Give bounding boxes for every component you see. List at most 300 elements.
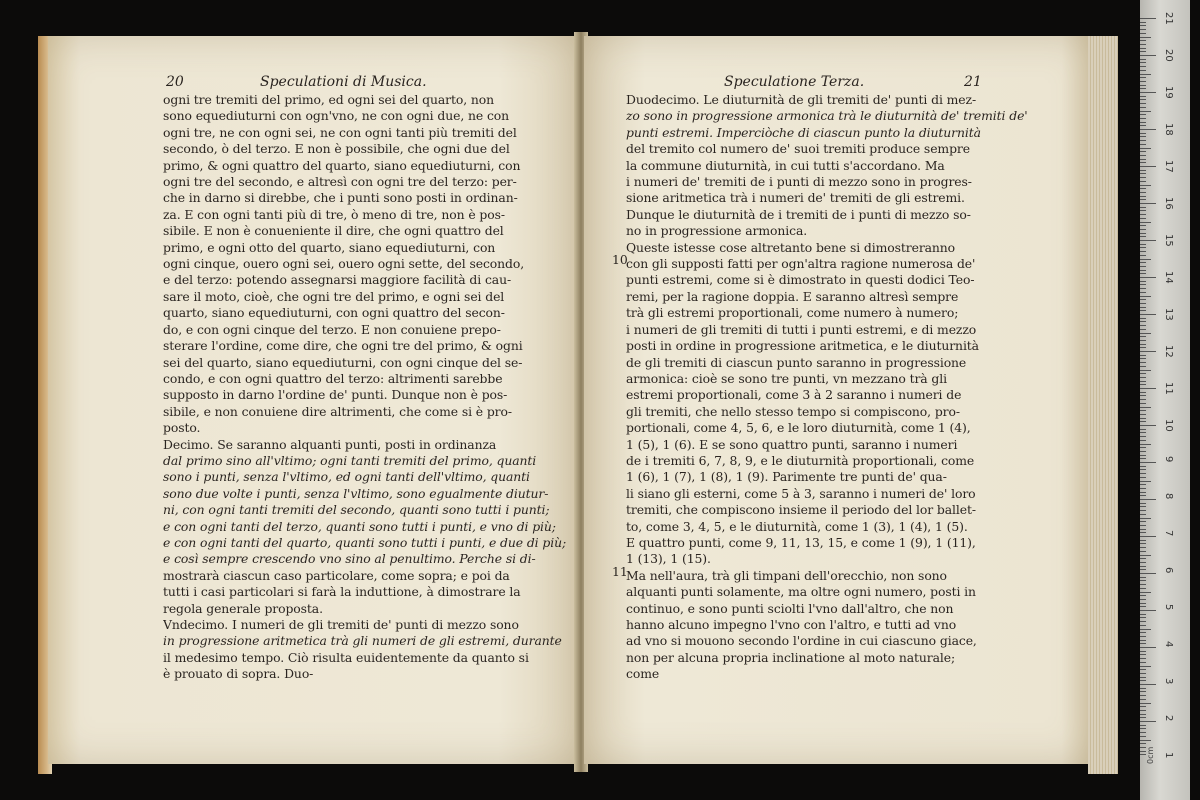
ruler-tick bbox=[1140, 162, 1146, 163]
ruler-tick bbox=[1140, 284, 1146, 285]
ruler-tick bbox=[1140, 732, 1146, 733]
left-page-line: sterare l'ordine, come dire, che ogni tre del primo, & ogni bbox=[163, 338, 523, 354]
ruler-label: 2 bbox=[1163, 715, 1174, 722]
ruler-tick bbox=[1140, 347, 1146, 348]
ruler-tick bbox=[1140, 381, 1146, 382]
ruler-label: 1 bbox=[1163, 752, 1174, 759]
open-book bbox=[38, 26, 1118, 776]
ruler-tick bbox=[1140, 477, 1146, 478]
ruler-tick bbox=[1140, 77, 1146, 78]
ruler-tick bbox=[1140, 333, 1151, 334]
left-page-line: il medesimo tempo. Ciò risulta euidentemente da quanto si bbox=[163, 649, 529, 665]
ruler-label: 20 bbox=[1163, 49, 1174, 62]
ruler-tick bbox=[1140, 584, 1146, 585]
ruler-tick bbox=[1140, 643, 1146, 644]
ruler-tick bbox=[1140, 29, 1146, 30]
ruler-tick bbox=[1140, 654, 1146, 655]
ruler-tick bbox=[1140, 74, 1151, 75]
ruler-tick bbox=[1140, 614, 1146, 615]
right-page-number: 21 bbox=[964, 74, 982, 90]
ruler-tick bbox=[1140, 455, 1146, 456]
left-page-line: condo, e con ogni quattro del terzo: altrimenti sarebbe bbox=[163, 370, 503, 386]
left-page-line: sono i punti, senza l'vltimo, ed ogni tanti dell'vltimo, quanti bbox=[163, 469, 530, 485]
right-page-line: posti in ordine in progressione aritmetica, e le diuturnità bbox=[626, 338, 979, 354]
ruler-tick bbox=[1140, 632, 1146, 633]
ruler-tick bbox=[1140, 566, 1146, 567]
ruler-label: 17 bbox=[1163, 160, 1174, 173]
left-page-line: sono due volte i punti, senza l'vltimo, sono egualmente diutur- bbox=[163, 485, 549, 501]
ruler-tick bbox=[1140, 658, 1146, 659]
ruler-label: 3 bbox=[1163, 678, 1174, 685]
ruler-tick bbox=[1140, 621, 1146, 622]
ruler-tick bbox=[1140, 529, 1146, 530]
left-page-line: ni, con ogni tanti tremiti del secondo, quanti sono tutti i punti; bbox=[163, 502, 550, 518]
ruler-label: 9 bbox=[1163, 456, 1174, 463]
left-page-line: e con ogni tanti del quarto, quanti sono tutti i punti, e due di più; bbox=[163, 534, 567, 550]
right-page-line: remi, per la ragione doppia. E saranno altresì sempre bbox=[626, 288, 959, 304]
ruler-tick bbox=[1140, 166, 1156, 167]
ruler-tick bbox=[1140, 432, 1146, 433]
ruler-label: 7 bbox=[1163, 530, 1174, 537]
right-page-line: i numeri de' tremiti de i punti di mezzo sono in progres- bbox=[626, 174, 972, 190]
ruler-label: 12 bbox=[1163, 345, 1174, 358]
ruler-tick bbox=[1140, 666, 1151, 667]
ruler-tick bbox=[1140, 677, 1146, 678]
ruler-tick bbox=[1140, 695, 1146, 696]
right-page-line: del tremito col numero de' suoi tremiti produce sempre bbox=[626, 141, 970, 157]
ruler-tick bbox=[1140, 569, 1146, 570]
ruler-tick bbox=[1140, 292, 1146, 293]
ruler-tick bbox=[1140, 421, 1146, 422]
ruler-tick bbox=[1140, 233, 1146, 234]
ruler-tick bbox=[1140, 573, 1156, 574]
ruler-tick bbox=[1140, 122, 1146, 123]
ruler-tick bbox=[1140, 307, 1146, 308]
ruler-tick bbox=[1140, 473, 1146, 474]
ruler-tick bbox=[1140, 577, 1146, 578]
ruler-tick bbox=[1140, 170, 1146, 171]
ruler-tick bbox=[1140, 492, 1146, 493]
right-page-line: Dunque le diuturnità de i tremiti de i punti di mezzo so- bbox=[626, 206, 971, 222]
right-page-line: 1 (13), 1 (15). bbox=[626, 551, 711, 567]
ruler-tick bbox=[1140, 444, 1151, 445]
ruler-label: 13 bbox=[1163, 308, 1174, 321]
left-page-line: Decimo. Se saranno alquanti punti, posti in ordinanza bbox=[163, 436, 497, 452]
ruler-tick bbox=[1140, 225, 1146, 226]
ruler-tick bbox=[1140, 210, 1146, 211]
left-page-line: posto. bbox=[163, 420, 201, 436]
left-page-line: in progressione aritmetica trà gli numeri de gli estremi, durante bbox=[163, 633, 562, 649]
left-page-line: dal primo sino all'vltimo; ogni tanti tremiti del primo, quanti bbox=[163, 452, 537, 468]
ruler-label: 8 bbox=[1163, 493, 1174, 500]
left-page-line: ogni tre, ne con ogni sei, ne con ogni tanti più tremiti del bbox=[163, 124, 517, 140]
left-page-line: ogni cinque, ouero ogni sei, ouero ogni sette, del secondo, bbox=[163, 256, 525, 272]
ruler-tick bbox=[1140, 303, 1146, 304]
ruler-label: 18 bbox=[1163, 123, 1174, 136]
ruler-tick bbox=[1140, 740, 1151, 741]
left-page-line: do, e con ogni cinque del terzo. E non conuiene prepo- bbox=[163, 321, 501, 337]
ruler-tick bbox=[1140, 70, 1146, 71]
right-page-line: sione aritmetica trà i numeri de' tremiti de gli estremi. bbox=[626, 190, 965, 206]
ruler-tick bbox=[1140, 207, 1146, 208]
right-page-line: portionali, come 4, 5, 6, e le loro diuturnità, come 1 (4), bbox=[626, 420, 971, 436]
ruler-tick bbox=[1140, 188, 1146, 189]
ruler-tick bbox=[1140, 462, 1156, 463]
right-page-line: li siano gli esterni, come 5 à 3, saranno i numeri de' loro bbox=[626, 485, 976, 501]
ruler-tick bbox=[1140, 159, 1146, 160]
ruler-tick bbox=[1140, 592, 1151, 593]
right-page-line: Ma nell'aura, trà gli timpani dell'orecchio, non sono bbox=[626, 567, 947, 583]
ruler-tick bbox=[1140, 125, 1146, 126]
ruler-tick bbox=[1140, 373, 1146, 374]
ruler-tick bbox=[1140, 107, 1146, 108]
ruler-tick bbox=[1140, 314, 1156, 315]
left-page-line: sibile, e non conuiene dire altrimenti, che come si è pro- bbox=[163, 403, 512, 419]
left-running-head: Speculationi di Musica. bbox=[260, 74, 427, 90]
ruler-tick bbox=[1140, 551, 1146, 552]
ruler-tick bbox=[1140, 714, 1146, 715]
ruler-tick bbox=[1140, 44, 1146, 45]
ruler-tick bbox=[1140, 59, 1146, 60]
ruler-tick bbox=[1140, 743, 1146, 744]
ruler-tick bbox=[1140, 266, 1146, 267]
ruler-tick bbox=[1140, 580, 1146, 581]
ruler-tick bbox=[1140, 25, 1146, 26]
ruler-tick bbox=[1140, 395, 1146, 396]
left-page-line: Vndecimo. I numeri de gli tremiti de' punti di mezzo sono bbox=[163, 617, 519, 632]
ruler-tick bbox=[1140, 458, 1146, 459]
left-page-line: quarto, siano equediuturni, con ogni quattro del secon- bbox=[163, 305, 505, 321]
ruler-tick bbox=[1140, 81, 1146, 82]
ruler-tick bbox=[1140, 111, 1151, 112]
left-page-line: tutti i casi particolari si farà la induttione, à dimostrare la bbox=[163, 584, 521, 600]
ruler-tick bbox=[1140, 18, 1156, 19]
ruler-tick bbox=[1140, 366, 1146, 367]
left-page-line: secondo, ò del terzo. E non è possibile, che ogni due del bbox=[163, 141, 510, 157]
left-page-line: primo, & ogni quattro del quarto, siano equediuturni, con bbox=[163, 157, 521, 173]
left-page-line: è prouato di sopra. Duo- bbox=[163, 666, 314, 682]
ruler-tick bbox=[1140, 40, 1146, 41]
ruler-tick bbox=[1140, 410, 1146, 411]
right-page-line: come bbox=[626, 666, 660, 682]
right-page-line: Queste istesse cose altretanto bene si dimostreranno bbox=[626, 239, 956, 255]
ruler-tick bbox=[1140, 358, 1146, 359]
ruler-tick bbox=[1140, 543, 1146, 544]
right-page-line: alquanti punti solamente, ma oltre ogni numero, posti in bbox=[626, 584, 976, 600]
ruler-tick bbox=[1140, 488, 1146, 489]
right-page-line: con gli supposti fatti per ogn'altra ragione numerosa de' bbox=[626, 256, 976, 272]
left-page-line: sei del quarto, siano equediuturni, con ogni cinque del se- bbox=[163, 354, 523, 370]
left-page-line: e con ogni tanti del terzo, quanti sono tutti i punti, e vno di più; bbox=[163, 518, 556, 534]
ruler-tick bbox=[1140, 725, 1146, 726]
ruler-tick bbox=[1140, 706, 1146, 707]
ruler-tick bbox=[1140, 680, 1146, 681]
ruler-tick bbox=[1140, 66, 1146, 67]
ruler-label: 16 bbox=[1163, 197, 1174, 210]
ruler-tick bbox=[1140, 636, 1146, 637]
right-page-line: i numeri de gli tremiti di tutti i punti estremi, e di mezzo bbox=[626, 321, 977, 337]
left-page-line: sare il moto, cioè, che ogni tre del primo, e ogni sei del bbox=[163, 288, 505, 304]
ruler-tick bbox=[1140, 118, 1146, 119]
ruler-tick bbox=[1140, 673, 1146, 674]
ruler-tick bbox=[1140, 547, 1146, 548]
ruler-tick bbox=[1140, 555, 1151, 556]
ruler-tick bbox=[1140, 469, 1146, 470]
ruler-tick bbox=[1140, 236, 1146, 237]
ruler-tick bbox=[1140, 22, 1146, 23]
ruler-tick bbox=[1140, 288, 1146, 289]
ruler-tick bbox=[1140, 499, 1156, 500]
ruler-tick bbox=[1140, 151, 1146, 152]
ruler-label: 19 bbox=[1163, 86, 1174, 99]
ruler-tick bbox=[1140, 384, 1146, 385]
ruler-tick bbox=[1140, 514, 1146, 515]
ruler-tick bbox=[1140, 503, 1146, 504]
right-page-line: gli tremiti, che nello stesso tempo si compiscono, pro- bbox=[626, 403, 960, 419]
ruler-tick bbox=[1140, 407, 1151, 408]
ruler-tick bbox=[1140, 532, 1146, 533]
right-page-line: estremi proportionali, come 3 à 2 saranno i numeri de bbox=[626, 387, 962, 403]
right-page-line: tremiti, che compiscono insieme il periodo del lor ballet- bbox=[626, 502, 976, 518]
ruler-tick bbox=[1140, 244, 1146, 245]
ruler-tick bbox=[1140, 599, 1146, 600]
ruler-tick bbox=[1140, 88, 1146, 89]
ruler-label: 15 bbox=[1163, 234, 1174, 247]
ruler-tick bbox=[1140, 651, 1146, 652]
right-page-line: punti estremi. Imperciòche di ciascun punto la diuturnità bbox=[626, 124, 981, 140]
ruler-tick bbox=[1140, 37, 1151, 38]
right-page-line: zo sono in progressione armonica trà le diuturnità de' tremiti de' bbox=[626, 108, 1028, 124]
ruler-tick bbox=[1140, 196, 1146, 197]
ruler-tick bbox=[1140, 251, 1146, 252]
ruler-tick bbox=[1140, 728, 1146, 729]
ruler-tick bbox=[1140, 222, 1151, 223]
ruler-unit: 0cm bbox=[1146, 746, 1155, 764]
ruler-tick bbox=[1140, 510, 1146, 511]
ruler-tick bbox=[1140, 262, 1146, 263]
ruler-tick bbox=[1140, 51, 1146, 52]
ruler-tick bbox=[1140, 144, 1146, 145]
ruler-tick bbox=[1140, 329, 1146, 330]
ruler-tick bbox=[1140, 525, 1146, 526]
ruler-tick bbox=[1140, 192, 1146, 193]
ruler-tick bbox=[1140, 610, 1156, 611]
left-page-line: che in darno si direbbe, che i punti sono posti in ordinan- bbox=[163, 190, 518, 206]
ruler-tick bbox=[1140, 103, 1146, 104]
ruler-tick bbox=[1140, 518, 1151, 519]
ruler-tick bbox=[1140, 33, 1146, 34]
ruler-tick bbox=[1140, 148, 1151, 149]
ruler-tick bbox=[1140, 355, 1146, 356]
ruler-tick bbox=[1140, 606, 1146, 607]
ruler-tick bbox=[1140, 321, 1146, 322]
ruler-tick bbox=[1140, 684, 1156, 685]
ruler-tick bbox=[1140, 466, 1146, 467]
ruler-tick bbox=[1140, 173, 1146, 174]
ruler-tick bbox=[1140, 540, 1146, 541]
right-page-line: armonica: cioè se sono tre punti, vn mezzano trà gli bbox=[626, 370, 947, 386]
ruler-label: 5 bbox=[1163, 604, 1174, 611]
ruler-tick bbox=[1140, 629, 1151, 630]
ruler-tick bbox=[1140, 114, 1146, 115]
ruler-tick bbox=[1140, 55, 1156, 56]
ruler-tick bbox=[1140, 418, 1146, 419]
ruler-tick bbox=[1140, 340, 1146, 341]
ruler-tick bbox=[1140, 181, 1146, 182]
ruler-tick bbox=[1140, 344, 1146, 345]
ruler-tick bbox=[1140, 310, 1146, 311]
right-page-line: ad vno si mouono secondo l'ordine in cui ciascuno giace, bbox=[626, 633, 977, 649]
ruler-tick bbox=[1140, 536, 1156, 537]
right-page-line: hanno alcuno impegno l'vno con l'altro, e tutti ad vno bbox=[626, 617, 957, 632]
ruler-tick bbox=[1140, 336, 1146, 337]
right-page-line: trà gli estremi proportionali, come numero à numero; bbox=[626, 305, 959, 321]
ruler-label: 10 bbox=[1163, 419, 1174, 432]
ruler-tick bbox=[1140, 451, 1146, 452]
ruler-label: 4 bbox=[1163, 641, 1174, 648]
ruler-tick bbox=[1140, 736, 1146, 737]
left-page-line: e così sempre crescendo vno sino al penultimo. Perche si di- bbox=[163, 551, 536, 567]
ruler-label: 11 bbox=[1163, 382, 1174, 395]
ruler-tick bbox=[1140, 440, 1146, 441]
ruler-tick bbox=[1140, 99, 1146, 100]
left-page-line: sono equediuturni con ogn'vno, ne con ogni due, ne con bbox=[163, 108, 510, 124]
measuring-ruler bbox=[1140, 0, 1190, 800]
left-page-line: ogni tre del secondo, e altresì con ogni tre del terzo: per- bbox=[163, 174, 517, 190]
ruler-tick bbox=[1140, 370, 1151, 371]
left-page-line: mostrarà ciascun caso particolare, come sopra; e poi da bbox=[163, 567, 510, 583]
right-page-line: E quattro punti, come 9, 11, 13, 15, e come 1 (9), 1 (11), bbox=[626, 534, 976, 550]
ruler-tick bbox=[1140, 177, 1146, 178]
left-page-number: 20 bbox=[166, 74, 184, 90]
ruler-tick bbox=[1140, 136, 1146, 137]
ruler-tick bbox=[1140, 481, 1151, 482]
ruler-tick bbox=[1140, 259, 1151, 260]
ruler-tick bbox=[1140, 296, 1151, 297]
right-page-line: de gli tremiti di ciascun punto saranno in progressione bbox=[626, 354, 967, 370]
ruler-tick bbox=[1140, 247, 1146, 248]
ruler-tick bbox=[1140, 703, 1151, 704]
ruler-tick bbox=[1140, 625, 1146, 626]
ruler-tick bbox=[1140, 214, 1146, 215]
right-page-line: Duodecimo. Le diuturnità de gli tremiti de' punti di mez- bbox=[626, 92, 977, 107]
left-page-line: regola generale proposta. bbox=[163, 600, 323, 616]
ruler-tick bbox=[1140, 377, 1146, 378]
ruler-tick bbox=[1140, 399, 1146, 400]
ruler-tick bbox=[1140, 318, 1146, 319]
ruler-tick bbox=[1140, 85, 1146, 86]
ruler-tick bbox=[1140, 255, 1146, 256]
left-page bbox=[48, 36, 578, 764]
ruler-tick bbox=[1140, 133, 1146, 134]
ruler-tick bbox=[1140, 506, 1146, 507]
ruler-tick bbox=[1140, 495, 1146, 496]
ruler-tick bbox=[1140, 710, 1146, 711]
ruler-tick bbox=[1140, 595, 1146, 596]
right-page-line: to, come 3, 4, 5, e le diuturnità, come 1 (3), 1 (4), 1 (5). bbox=[626, 518, 968, 534]
ruler-tick bbox=[1140, 429, 1146, 430]
ruler-tick bbox=[1140, 299, 1146, 300]
ruler-tick bbox=[1140, 688, 1146, 689]
right-page-edge bbox=[1088, 36, 1118, 774]
ruler-tick bbox=[1140, 669, 1146, 670]
ruler-tick bbox=[1140, 699, 1146, 700]
ruler-tick bbox=[1140, 325, 1146, 326]
ruler-tick bbox=[1140, 229, 1146, 230]
ruler-tick bbox=[1140, 270, 1146, 271]
right-page-line: no in progressione armonica. bbox=[626, 223, 808, 239]
left-page-line: primo, e ogni otto del quarto, siano equediuturni, con bbox=[163, 239, 496, 255]
ruler-tick bbox=[1140, 425, 1156, 426]
right-page-line: punti estremi, come si è dimostrato in questi dodici Teo- bbox=[626, 272, 975, 288]
left-page-line: sibile. E non è conueniente il dire, che ogni quattro del bbox=[163, 223, 504, 239]
ruler-tick bbox=[1140, 96, 1146, 97]
right-page-line: la commune diuturnità, in cui tutti s'accordano. Ma bbox=[626, 157, 945, 173]
right-page-line: non per alcuna propria inclinatione al moto naturale; bbox=[626, 649, 956, 665]
ruler-tick bbox=[1140, 62, 1146, 63]
ruler-tick bbox=[1140, 273, 1146, 274]
ruler-tick bbox=[1140, 218, 1146, 219]
ruler-tick bbox=[1140, 603, 1146, 604]
ruler-tick bbox=[1140, 203, 1156, 204]
ruler-tick bbox=[1140, 588, 1146, 589]
marginal-number-11: 11 bbox=[612, 564, 628, 579]
right-page-line: 1 (5), 1 (6). E se sono quattro punti, saranno i numeri bbox=[626, 436, 958, 452]
left-page-line: za. E con ogni tanti più di tre, ò meno di tre, non è pos- bbox=[163, 206, 505, 222]
ruler-tick bbox=[1140, 447, 1146, 448]
ruler-tick bbox=[1140, 277, 1156, 278]
left-page-text bbox=[163, 92, 581, 683]
ruler-tick bbox=[1140, 351, 1156, 352]
right-page-line: continuo, e sono punti sciolti l'vno dall'altro, che non bbox=[626, 600, 954, 616]
ruler-tick bbox=[1140, 484, 1146, 485]
ruler-tick bbox=[1140, 403, 1146, 404]
ruler-tick bbox=[1140, 717, 1146, 718]
marginal-number-10: 10 bbox=[612, 252, 628, 267]
ruler-tick bbox=[1140, 92, 1156, 93]
ruler-tick bbox=[1140, 392, 1146, 393]
ruler-tick bbox=[1140, 617, 1146, 618]
ruler-tick bbox=[1140, 414, 1146, 415]
ruler-label: 6 bbox=[1163, 567, 1174, 574]
left-page-line: ogni tre tremiti del primo, ed ogni sei del quarto, non bbox=[163, 92, 495, 107]
ruler-label: 21 bbox=[1163, 12, 1174, 25]
ruler-tick bbox=[1140, 436, 1146, 437]
ruler-tick bbox=[1140, 558, 1146, 559]
ruler-tick bbox=[1140, 140, 1146, 141]
ruler-tick bbox=[1140, 721, 1156, 722]
left-page-line: e del terzo: potendo assegnarsi maggiore facilità di cau- bbox=[163, 272, 512, 288]
left-page-line: supposto in darno l'ordine de' punti. Dunque non è pos- bbox=[163, 387, 508, 403]
ruler-tick bbox=[1140, 647, 1156, 648]
ruler-tick bbox=[1140, 562, 1146, 563]
ruler-tick bbox=[1140, 185, 1151, 186]
right-page bbox=[584, 36, 1092, 764]
ruler-tick bbox=[1140, 155, 1146, 156]
ruler-tick bbox=[1140, 521, 1146, 522]
ruler-tick bbox=[1140, 662, 1146, 663]
right-page-line: 1 (6), 1 (7), 1 (8), 1 (9). Parimente tre punti de' qua- bbox=[626, 469, 947, 485]
ruler-tick bbox=[1140, 362, 1146, 363]
right-running-head: Speculatione Terza. bbox=[724, 74, 865, 90]
ruler-tick bbox=[1140, 199, 1146, 200]
ruler-tick bbox=[1140, 129, 1156, 130]
right-page-line: de i tremiti 6, 7, 8, 9, e le diuturnità proportionali, come bbox=[626, 452, 975, 468]
right-page-text bbox=[626, 92, 1046, 683]
ruler-tick bbox=[1140, 48, 1146, 49]
ruler-tick bbox=[1140, 281, 1146, 282]
ruler-tick bbox=[1140, 640, 1146, 641]
